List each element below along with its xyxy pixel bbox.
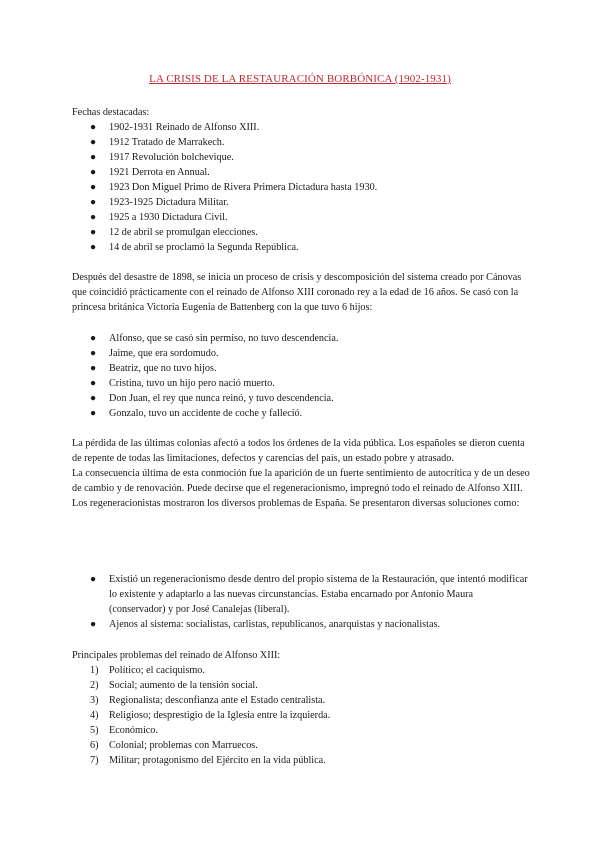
- children-list: [72, 331, 532, 421]
- bullet-icon: ●: [90, 197, 97, 208]
- list-item: 5) Económico.: [90, 725, 158, 736]
- paragraph-colonies: La pérdida de las últimas colonias afectó a todos los órdenes de la vida pública. Los españoles se dieron cuenta de repente de todas las limitaciones, defectos y carencias del país, un estado pobre y atrasado.: [72, 438, 525, 464]
- list-item: ● Gonzalo, tuvo un accidente de coche y falleció.: [90, 408, 303, 419]
- list-item: ● 1921 Derrota en Annual.: [90, 167, 210, 178]
- list-item: ● 1923 Don Miguel Primo de Rivera Primera Dictadura hasta 1930.: [90, 182, 378, 193]
- bullet-icon: ●: [90, 122, 97, 133]
- list-item: ● 12 de abril se promulgan elecciones.: [90, 227, 258, 238]
- body-section: [72, 436, 532, 511]
- list-item: ● 1912 Tratado de Marrakech.: [90, 137, 225, 148]
- problems-section: [72, 648, 532, 768]
- bullet-icon: ●: [90, 227, 97, 238]
- children-section: [72, 331, 532, 421]
- list-item: 7) Militar; protagonismo del Ejército en la vida pública.: [90, 755, 326, 766]
- bullet-icon: ●: [90, 167, 97, 178]
- problems-list: [72, 663, 532, 768]
- list-item: ● Alfonso, que se casó sin permiso, no tuvo descendencia.: [90, 333, 339, 344]
- list-item: ● 1902-1931 Reinado de Alfonso XIII.: [90, 122, 260, 133]
- bullet-icon: ●: [90, 574, 97, 585]
- list-item: ● Don Juan, el rey que nunca reinó, y tuvo descendencia.: [90, 393, 334, 404]
- bullet-icon: ●: [90, 378, 97, 389]
- solutions-section: [72, 572, 532, 632]
- bullet-icon: ●: [90, 393, 97, 404]
- list-item: ● 1925 a 1930 Dictadura Civil.: [90, 212, 228, 223]
- bullet-icon: ●: [90, 333, 97, 344]
- paragraph-solutions-intro: Los regeneracionistas mostraron los diversos problemas de España. Se presentaron diversas soluciones como:: [72, 498, 520, 509]
- dates-heading: Fechas destacadas:: [72, 107, 150, 118]
- bullet-icon: ●: [90, 152, 97, 163]
- dates-list: [72, 120, 532, 255]
- dates-section: [72, 105, 532, 255]
- list-item: ● 1917 Revolución bolchevique.: [90, 152, 234, 163]
- bullet-icon: ●: [90, 619, 97, 630]
- list-item: ● Jaime, que era sordomudo.: [90, 348, 219, 359]
- list-item: ● 14 de abril se proclamó la Segunda República.: [90, 242, 299, 253]
- problems-heading: Principales problemas del reinado de Alfonso XIII:: [72, 650, 281, 661]
- paragraph-regeneracionismo: La consecuencia última de esta conmoción fue la aparición de un fuerte sentimiento de autocrítica y de un deseo de cambio y de renovación. Puede decirse que el regeneracionismo, impregnó todo el reinado de Alfonso XIII.: [72, 468, 530, 494]
- list-item: 1) Político; el caciquismo.: [90, 665, 205, 676]
- intro-section: [72, 270, 532, 315]
- page-title: LA CRISIS DE LA RESTAURACIÓN BORBÓNICA (1902-1931): [149, 73, 451, 85]
- list-item: 3) Regionalista; desconfianza ante el Estado centralista.: [90, 695, 326, 706]
- list-item: ● Existió un regeneracionismo desde dentro del propio sistema de la Restauración, que intentó modificar lo existente y adaptarlo a las nuevas circunstancias. Estaba encarnado por Antonio Maura (conservador) y por José Canalejas (liberal).: [90, 574, 528, 615]
- list-item: 6) Colonial; problemas con Marruecos.: [90, 740, 258, 751]
- bullet-icon: ●: [90, 408, 97, 419]
- list-item: ● Beatriz, que no tuvo hijos.: [90, 363, 217, 374]
- list-item: ● Cristina, tuvo un hijo pero nació muerto.: [90, 378, 275, 389]
- list-item: 4) Religioso; desprestigio de la Iglesia entre la izquierda.: [90, 710, 331, 721]
- list-item: ● Ajenos al sistema: socialistas, carlistas, republicanos, anarquistas y nacionalistas.: [90, 619, 441, 630]
- intro-paragraph: Después del desastre de 1898, se inicia un proceso de crisis y descomposición del sistema creado por Cánovas que coincidió prácticamente con el reinado de Alfonso XIII coronado rey a la edad de 16 años. Se casó con la princesa británica Victoria Eugenia de Battenberg con la que tuvo 6 hijos:: [72, 272, 522, 313]
- list-item: 2) Social; aumento de la tensión social.: [90, 680, 258, 691]
- bullet-icon: ●: [90, 363, 97, 374]
- bullet-icon: ●: [90, 242, 97, 253]
- bullet-icon: ●: [90, 348, 97, 359]
- bullet-icon: ●: [90, 137, 97, 148]
- bullet-icon: ●: [90, 212, 97, 223]
- list-item: ● 1923-1925 Dictadura Militar.: [90, 197, 229, 208]
- bullet-icon: ●: [90, 182, 97, 193]
- solutions-list: [72, 572, 532, 632]
